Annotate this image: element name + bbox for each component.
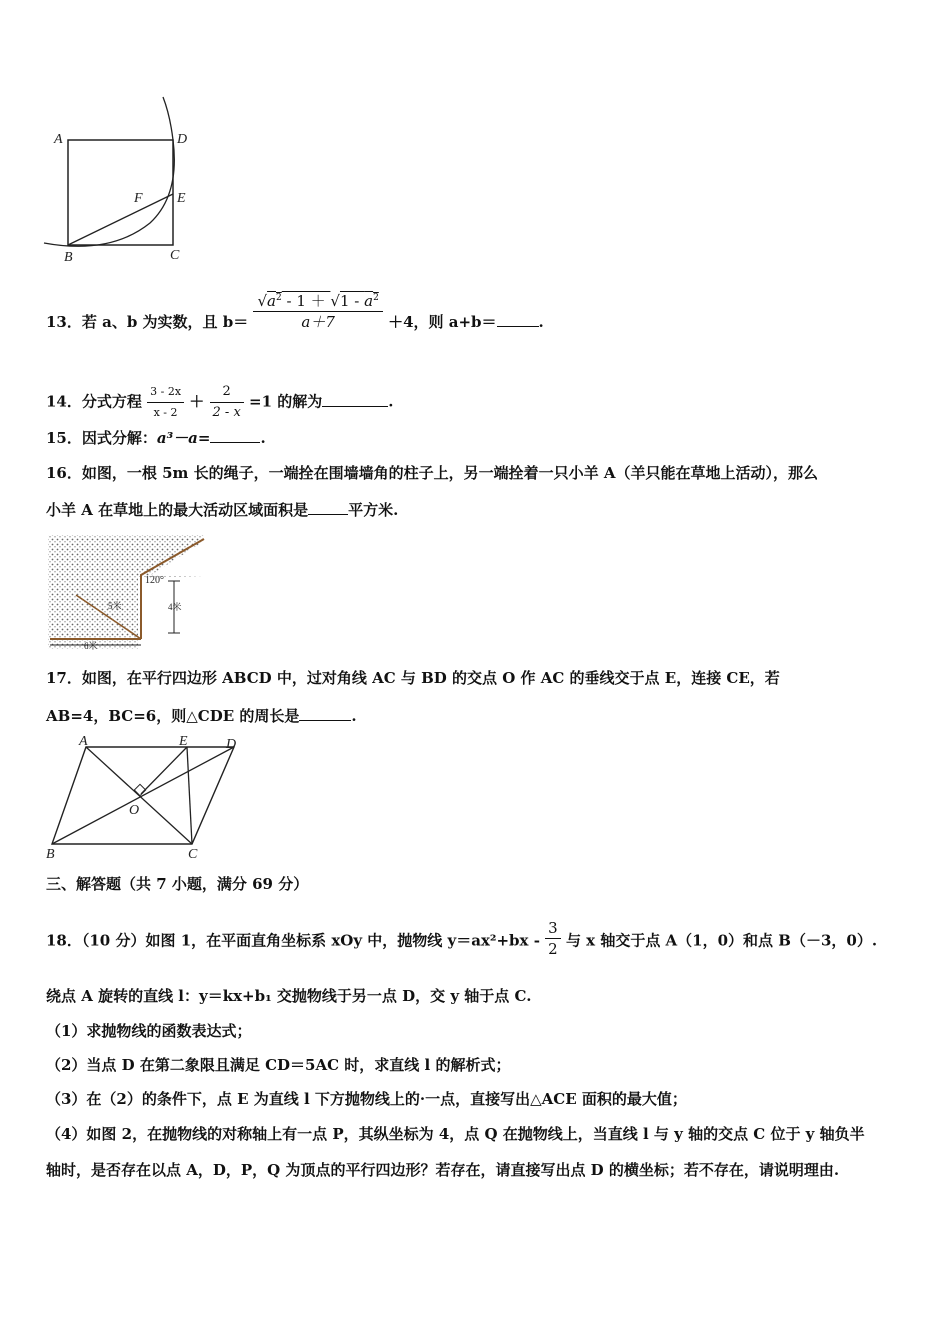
question-18-part4b: 轴时，是否存在以点 A，D，P，Q 为顶点的平行四边形？若存在，请直接写出点 D 的横坐标；若不存在，请说明理由. xyxy=(46,1161,840,1179)
label-A: A xyxy=(54,132,63,147)
angle-label: 120° xyxy=(145,575,164,586)
label-C: C xyxy=(188,847,198,862)
base-label: 6米 xyxy=(84,641,98,651)
label-E: E xyxy=(179,734,188,749)
q13-fraction: $\frac{√a^2 - 1 + √1 - a^2}{a+7}$ xyxy=(253,288,382,332)
q18-fraction: $\frac{3}{2}$ xyxy=(545,918,561,959)
question-15: 15．因式分解：a³－a= . xyxy=(46,429,266,447)
question-14: 14．分式方程 $\frac{3 - 2x}{x - 2}$ ＋ $\frac{2}{2 - x}$ =1 的解为 . xyxy=(46,382,393,423)
label-A: A xyxy=(79,734,88,749)
q14-fraction-2: $\frac{2}{2 - x}$ xyxy=(210,382,244,423)
label-C: C xyxy=(170,248,180,263)
question-18-part1: （1）求抛物线的函数表达式； xyxy=(46,1022,252,1040)
label-F: F xyxy=(134,191,143,206)
question-18-part2: （2）当点 D 在第二象限且满足 CD＝5AC 时，求直线 l 的解析式； xyxy=(46,1056,511,1074)
sheep-rope-figure xyxy=(46,533,206,651)
question-17-line2: AB=4，BC=6，则△CDE 的周长是 . xyxy=(46,707,357,725)
rope-label: 5米 xyxy=(108,601,122,611)
label-B: B xyxy=(64,250,73,265)
question-18: 18．（10 分）如图 1，在平面直角坐标系 xOy 中，抛物线 y＝ax²+bx - $\frac{3}{2}$ 与 x 轴交于点 A（1，0）和点 B（－3，0）. xyxy=(46,919,878,958)
question-18-part4a: （4）如图 2，在抛物线的对称轴上有一点 P，其纵坐标为 4，点 Q 在抛物线上，当直线 l 与 y 轴的交点 C 位于 y 轴负半 xyxy=(46,1125,865,1143)
q13-text: 13．若 a、b 为实数，且 b＝ xyxy=(46,313,249,331)
label-E: E xyxy=(177,191,186,206)
question-18-part3: （3）在（2）的条件下，点 E 为直线 l 下方抛物线上的·一点，直接写出△ACE 面积的最大值； xyxy=(46,1090,687,1108)
question-18-line2: 绕点 A 旋转的直线 l：y＝kx+b₁ 交抛物线于另一点 D，交 y 轴于点 C. xyxy=(46,987,532,1005)
wall-label: 4米 xyxy=(168,602,182,612)
section-heading: 三、解答题（共 7 小题，满分 69 分） xyxy=(46,875,309,893)
parallelogram-figure xyxy=(44,734,239,862)
question-13: 13．若 a、b 为实数，且 b＝ $\frac{√a^2 - 1 + √1 - a^2}{a+7}$ ＋4，则 a+b＝ . xyxy=(46,312,544,332)
question-16-line1: 16．如图，一根 5m 长的绳子，一端拴在围墙墙角的柱子上，另一端拴着一只小羊 A（羊只能在草地上活动），那么 xyxy=(46,464,818,482)
question-16-line2: 小羊 A 在草地上的最大活动区域面积是 平方米. xyxy=(46,501,399,519)
q14-fraction-1: $\frac{3 - 2x}{x - 2}$ xyxy=(147,382,184,423)
label-B: B xyxy=(46,847,55,862)
square-arc-figure xyxy=(40,95,210,265)
question-17-line1: 17．如图，在平行四边形 ABCD 中，过对角线 AC 与 BD 的交点 O 作 AC 的垂线交于点 E，连接 CE，若 xyxy=(46,669,780,687)
label-D: D xyxy=(177,132,188,147)
label-D: D xyxy=(226,737,237,752)
label-O: O xyxy=(129,803,140,818)
